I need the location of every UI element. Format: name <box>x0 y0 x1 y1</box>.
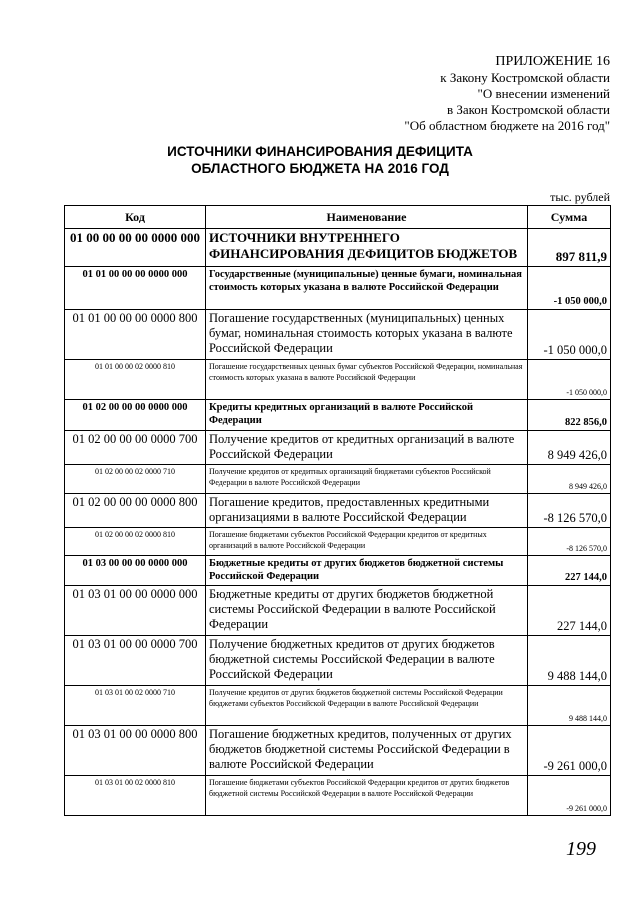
row-code: 01 02 00 00 00 0000 700 <box>65 431 206 465</box>
title-line: ИСТОЧНИКИ ФИНАНСИРОВАНИЯ ДЕФИЦИТА <box>167 144 473 159</box>
row-name: Погашение государственных ценных бумаг субъектов Российской Федерации, номинальная стоимость которых указана в валюте Российской Федерации <box>206 360 528 400</box>
row-code: 01 02 00 00 02 0000 710 <box>65 465 206 494</box>
row-code: 01 03 01 00 00 0000 800 <box>65 726 206 776</box>
row-sum: 897 811,9 <box>528 229 611 267</box>
row-code: 01 02 00 00 00 0000 000 <box>65 400 206 431</box>
row-code: 01 02 00 00 00 0000 800 <box>65 494 206 528</box>
law-title-line: "О внесении изменений <box>477 86 610 101</box>
row-code: 01 03 01 00 00 0000 000 <box>65 586 206 636</box>
table-row <box>65 528 611 556</box>
row-sum: -8 126 570,0 <box>528 528 611 556</box>
law-reference: к Закону Костромской области <box>440 70 610 85</box>
budget-sources-table <box>64 205 611 816</box>
column-header-sum: Сумма <box>528 206 611 229</box>
table-row <box>65 229 611 267</box>
row-code: 01 03 00 00 00 0000 000 <box>65 556 206 586</box>
law-title-line: "Об областном бюджете на 2016 год" <box>404 118 610 133</box>
table-row <box>65 556 611 586</box>
row-code: 01 03 01 00 00 0000 700 <box>65 636 206 686</box>
row-sum: -8 126 570,0 <box>528 494 611 528</box>
row-code: 01 03 01 00 02 0000 710 <box>65 686 206 726</box>
table-row <box>65 494 611 528</box>
row-sum: 8 949 426,0 <box>528 465 611 494</box>
row-name: Кредиты кредитных организаций в валюте Российской Федерации <box>206 400 528 431</box>
row-name: Бюджетные кредиты от других бюджетов бюджетной системы Российской Федерации в валюте Российской Федерации <box>206 586 528 636</box>
row-sum: 8 949 426,0 <box>528 431 611 465</box>
title-line: ОБЛАСТНОГО БЮДЖЕТА НА 2016 ГОД <box>191 161 449 176</box>
document-title <box>0 143 640 177</box>
row-name: Получение бюджетных кредитов от других бюджетов бюджетной системы Российской Федерации в валюте Российской Федерации <box>206 636 528 686</box>
row-code: 01 00 00 00 00 0000 000 <box>65 229 206 267</box>
table-header-row <box>65 206 611 229</box>
units-label: тыс. рублей <box>550 190 610 204</box>
appendix-number: ПРИЛОЖЕНИЕ 16 <box>495 54 610 69</box>
appendix-header <box>404 54 610 134</box>
table-row <box>65 310 611 360</box>
table-row <box>65 400 611 431</box>
table-row <box>65 465 611 494</box>
row-name: Получение кредитов от кредитных организаций бюджетами субъектов Российской Федерации в валюте Российской Федерации <box>206 465 528 494</box>
row-name: Получение кредитов от других бюджетов бюджетной системы Российской Федерации бюджетами субъектов Российской Федерации в валюте Российской Федерации <box>206 686 528 726</box>
row-name: Погашение бюджетами субъектов Российской Федерации кредитов от других бюджетов бюджетной системы Российской Федерации в валюте Российской Федерации <box>206 776 528 816</box>
row-name: Государственные (муниципальные) ценные бумаги, номинальная стоимость которых указана в валюте Российской Федерации <box>206 267 528 310</box>
row-sum: -1 050 000,0 <box>528 267 611 310</box>
table-row <box>65 636 611 686</box>
row-name: ИСТОЧНИКИ ВНУТРЕННЕГО ФИНАНСИРОВАНИЯ ДЕФИЦИТОВ БЮДЖЕТОВ <box>206 229 528 267</box>
row-code: 01 03 01 00 02 0000 810 <box>65 776 206 816</box>
row-sum: -9 261 000,0 <box>528 726 611 776</box>
table-row <box>65 686 611 726</box>
row-sum: 9 488 144,0 <box>528 686 611 726</box>
row-name: Погашение государственных (муниципальных) ценных бумаг, номинальная стоимость которых указана в валюте Российской Федерации <box>206 310 528 360</box>
row-name: Бюджетные кредиты от других бюджетов бюджетной системы Российской Федерации <box>206 556 528 586</box>
row-name: Погашение кредитов, предоставленных кредитными организациями в валюте Российской Федерации <box>206 494 528 528</box>
row-sum: 9 488 144,0 <box>528 636 611 686</box>
row-sum: 227 144,0 <box>528 556 611 586</box>
row-sum: 822 856,0 <box>528 400 611 431</box>
table-row <box>65 776 611 816</box>
row-name: Погашение бюджетных кредитов, полученных от других бюджетов бюджетной системы Российской Федерации в валюте Российской Федерации <box>206 726 528 776</box>
row-sum: -1 050 000,0 <box>528 360 611 400</box>
table-row <box>65 726 611 776</box>
table-row <box>65 267 611 310</box>
row-sum: -9 261 000,0 <box>528 776 611 816</box>
row-sum: -1 050 000,0 <box>528 310 611 360</box>
row-code: 01 01 00 00 02 0000 810 <box>65 360 206 400</box>
table-row <box>65 360 611 400</box>
row-code: 01 01 00 00 00 0000 000 <box>65 267 206 310</box>
row-code: 01 01 00 00 00 0000 800 <box>65 310 206 360</box>
table-row <box>65 431 611 465</box>
row-code: 01 02 00 00 02 0000 810 <box>65 528 206 556</box>
law-title-line: в Закон Костромской области <box>446 102 610 117</box>
page-number: 199 <box>566 838 596 860</box>
column-header-code: Код <box>65 206 206 229</box>
row-name: Погашение бюджетами субъектов Российской Федерации кредитов от кредитных организаций в валюте Российской Федерации <box>206 528 528 556</box>
row-name: Получение кредитов от кредитных организаций в валюте Российской Федерации <box>206 431 528 465</box>
column-header-name: Наименование <box>206 206 528 229</box>
row-sum: 227 144,0 <box>528 586 611 636</box>
table-row <box>65 586 611 636</box>
